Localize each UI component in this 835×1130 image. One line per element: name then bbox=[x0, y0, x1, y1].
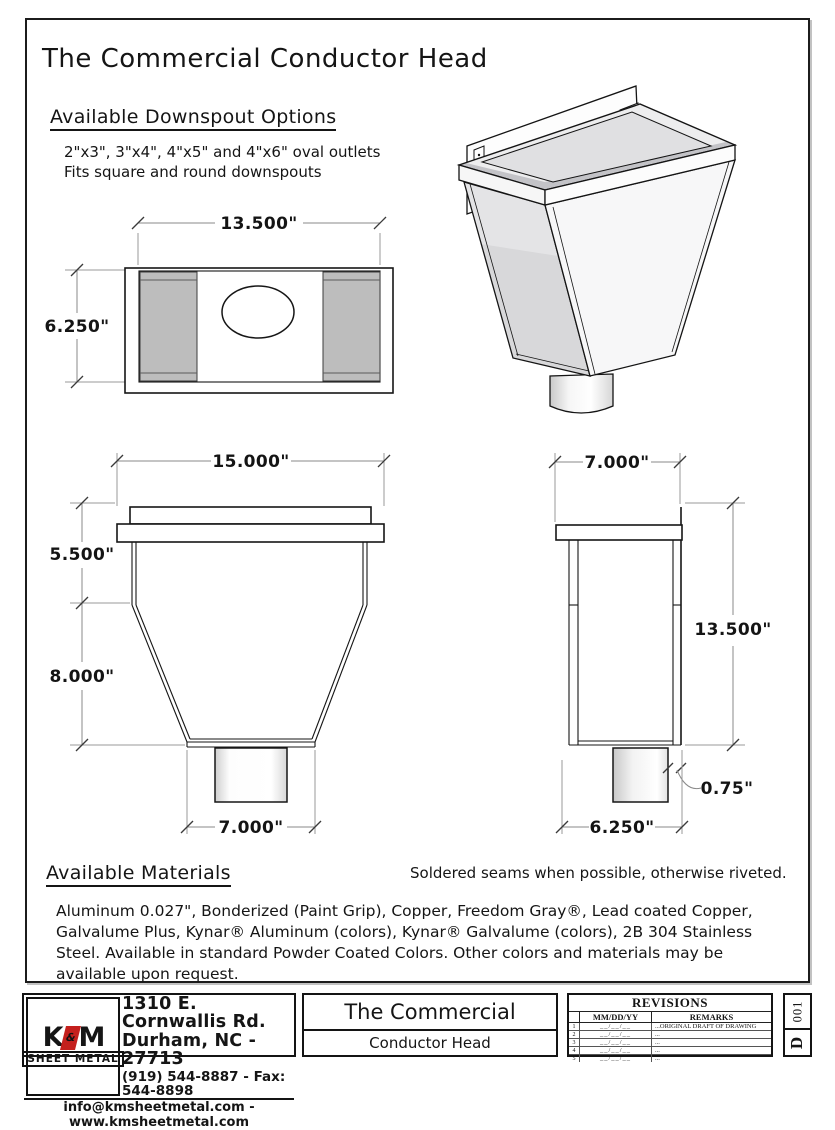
downspout-options-text bbox=[64, 142, 381, 182]
sheet-size: D bbox=[787, 1036, 807, 1049]
downspout-options-heading: Available Downspout Options bbox=[50, 106, 336, 131]
revisions-remarks-header: REMARKS bbox=[689, 1012, 734, 1022]
materials-heading: Available Materials bbox=[46, 862, 231, 887]
iso-outlet-tube bbox=[550, 374, 613, 413]
logo-letter-m: M bbox=[78, 1021, 104, 1053]
sheet-id-block bbox=[783, 993, 812, 1057]
front-view-lower-height-dim: 8.000" bbox=[49, 667, 115, 687]
address-line2: Durham, NC - 27713 bbox=[122, 1030, 257, 1070]
revisions-date-header: MM/DD/YY bbox=[580, 1012, 652, 1022]
side-view-outlet-offset-dim: 0.75" bbox=[700, 779, 754, 799]
front-view-width-dim: 15.000" bbox=[212, 452, 290, 472]
logo-letter-k: K bbox=[42, 1021, 62, 1053]
phone-fax: (919) 544-8887 - Fax: 544-8898 bbox=[122, 1068, 286, 1099]
top-view-drawing bbox=[45, 205, 405, 405]
title-block-product bbox=[302, 993, 558, 1057]
top-view-right-hem bbox=[323, 272, 380, 381]
side-view-outlet-tube bbox=[613, 748, 668, 802]
side-view-drawing bbox=[545, 450, 805, 850]
company-address bbox=[122, 995, 294, 1098]
revision-row: 5 __/__/__ ... bbox=[569, 1055, 771, 1062]
downspout-fit-line: Fits square and round downspouts bbox=[64, 163, 322, 181]
revisions-header-row bbox=[569, 1012, 771, 1023]
sheet-size-cell bbox=[785, 1030, 810, 1055]
top-view-oval-outlet bbox=[222, 286, 294, 338]
top-view-width-dim: 13.500" bbox=[220, 214, 298, 234]
title-block-company bbox=[22, 993, 296, 1130]
page-title: The Commercial Conductor Head bbox=[42, 44, 488, 74]
product-name: The Commercial bbox=[304, 995, 556, 1031]
front-view-rim-band bbox=[117, 524, 384, 542]
product-type: Conductor Head bbox=[369, 1033, 491, 1052]
revision-row: 1 __/__/__ ...ORIGINAL DRAFT OF DRAWING bbox=[569, 1023, 771, 1031]
revision-row: 3 __/__/__ ... bbox=[569, 1039, 771, 1047]
sheet-number: 001 bbox=[790, 1000, 804, 1023]
side-view-depth-dim: 7.000" bbox=[584, 453, 650, 473]
address-line1: 1310 E. Cornwallis Rd. bbox=[122, 994, 266, 1033]
seam-note: Soldered seams when possible, otherwise riveted. bbox=[410, 864, 787, 882]
side-view-bottom-depth-dim: 6.250" bbox=[589, 818, 655, 838]
top-view-left-hem bbox=[140, 272, 197, 381]
revision-row: 2 __/__/__ ... bbox=[569, 1031, 771, 1039]
front-view-back-plate bbox=[130, 507, 371, 524]
email-web: info@kmsheetmetal.com - www.kmsheetmetal.com bbox=[24, 1098, 294, 1130]
revisions-table bbox=[567, 993, 773, 1062]
materials-text: Aluminum 0.027", Bonderized (Paint Grip), Copper, Freedom Gray®, Lead coated Copper, Galvalume Plus, Kynar® Aluminum (colors), Kynar® Galvalume (colors), 2B 304 Stainless Steel. Available in standard Powder Coated Colors. Other colors and materials may be available upon request. bbox=[56, 902, 753, 983]
revisions-title: REVISIONS bbox=[569, 995, 771, 1012]
top-view-depth-dim: 6.250" bbox=[44, 317, 110, 337]
km-sheet-metal-logo bbox=[26, 997, 120, 1096]
isometric-view-drawing bbox=[450, 84, 750, 444]
downspout-sizes-line: 2"x3", 3"x4", 4"x5" and 4"x6" oval outlets bbox=[64, 143, 381, 161]
logo-subtitle: SHEET METAL bbox=[22, 1051, 123, 1067]
logo-ampersand-badge: & bbox=[60, 1026, 81, 1050]
sheet-number-cell bbox=[785, 995, 810, 1030]
side-view-flange bbox=[556, 525, 682, 540]
front-view-outlet-tube bbox=[215, 748, 287, 802]
front-view-bottom-width-dim: 7.000" bbox=[218, 818, 284, 838]
front-view-upper-height-dim: 5.500" bbox=[49, 545, 115, 565]
revision-row: 4 __/__/__ ... bbox=[569, 1047, 771, 1055]
front-view-drawing bbox=[45, 450, 405, 850]
side-view-height-dim: 13.500" bbox=[694, 620, 772, 640]
